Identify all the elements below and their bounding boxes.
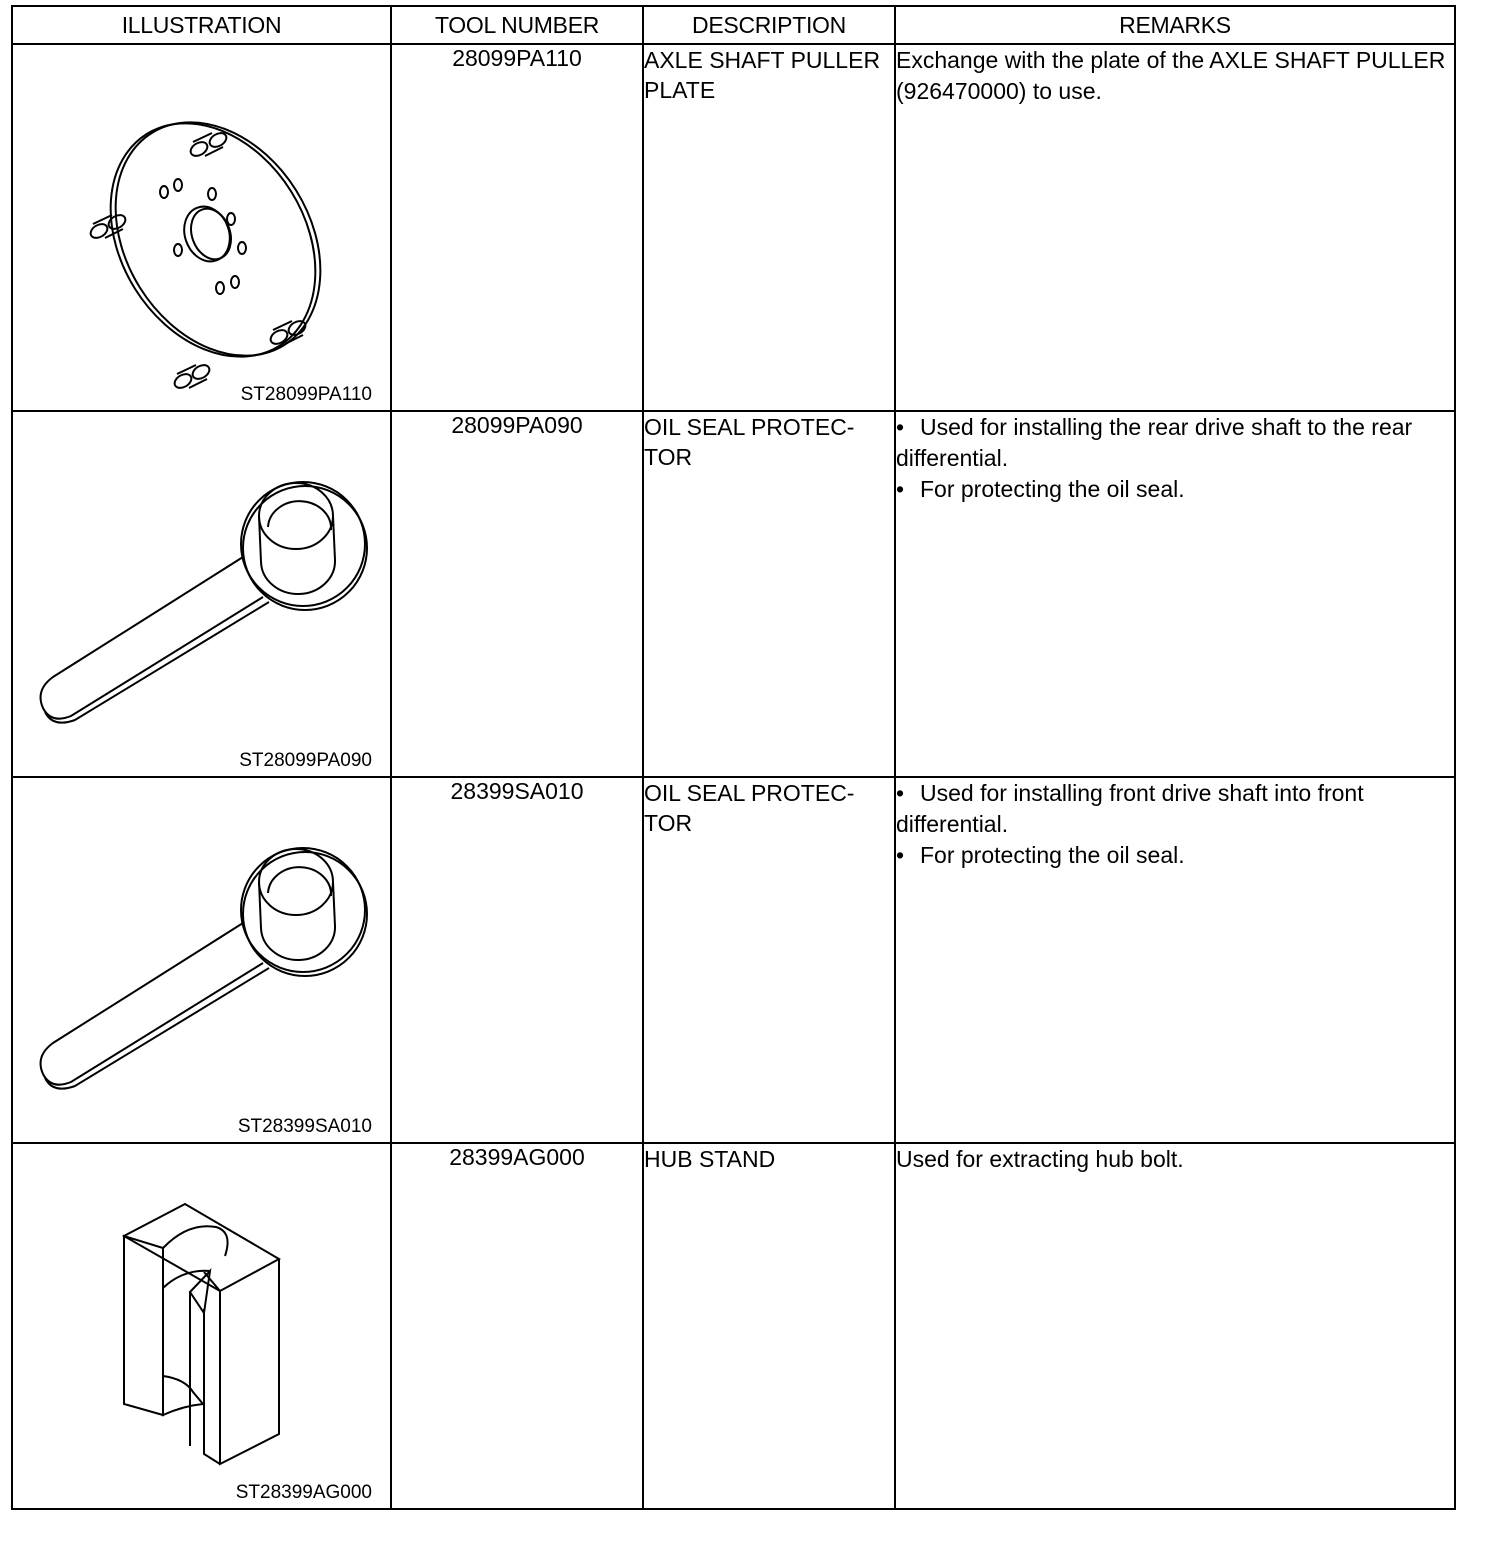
- axle-shaft-puller-plate-drawing-icon: [13, 45, 392, 410]
- tool-number: 28399AG000: [391, 1143, 643, 1509]
- stud-bottom: [172, 362, 212, 390]
- header-row: [12, 6, 1455, 44]
- illustration-cell: [12, 44, 391, 411]
- header-tool-number: TOOL NUMBER: [391, 6, 643, 44]
- stud-top: [188, 130, 229, 158]
- tool-description: OIL SEAL PROTEC- TOR: [643, 411, 895, 777]
- table-row: [12, 44, 1455, 411]
- tool-description: HUB STAND: [643, 1143, 895, 1509]
- remark-item: • Used for installing front drive shaft into front differential.: [896, 780, 1364, 837]
- bullet-icon: •: [896, 414, 905, 440]
- tool-remarks: [895, 411, 1455, 777]
- tool-number: 28099PA090: [391, 411, 643, 777]
- tool-description: AXLE SHAFT PULLER PLATE: [643, 44, 895, 411]
- oil-seal-protector-drawing-icon: [13, 778, 392, 1153]
- bullet-icon: •: [896, 842, 905, 868]
- header-remarks: REMARKS: [895, 6, 1455, 44]
- bullet-icon: •: [896, 780, 905, 806]
- illustration-cell: [12, 411, 391, 777]
- illustration-code: ST28099PA090: [239, 750, 372, 771]
- table-row: [12, 411, 1455, 777]
- remark-item: • For protecting the oil seal.: [896, 474, 1454, 505]
- table-row: [12, 777, 1455, 1143]
- illustration-code: ST28099PA110: [240, 384, 372, 405]
- header-description: DESCRIPTION: [643, 6, 895, 44]
- table-row: [12, 1143, 1455, 1509]
- stud-left: [88, 212, 128, 240]
- bullet-icon: •: [896, 476, 905, 502]
- tool-remarks: [895, 777, 1455, 1143]
- special-tools-table: [11, 5, 1456, 1510]
- tool-description: OIL SEAL PROTEC- TOR: [643, 777, 895, 1143]
- remark-text: Exchange with the plate of the AXLE SHAFT PULLER (926470000) to use.: [896, 47, 1446, 104]
- remark-text: Used for extracting hub bolt.: [896, 1146, 1184, 1172]
- illustration-code: ST28399SA010: [237, 1116, 372, 1137]
- tool-remarks: [895, 44, 1455, 411]
- tool-remarks: [895, 1143, 1455, 1509]
- remark-item: • Used for installing the rear drive shaft to the rear differential.: [896, 414, 1413, 471]
- tool-number: 28099PA110: [391, 44, 643, 411]
- header-illustration: ILLUSTRATION: [12, 6, 391, 44]
- hub-stand-drawing-icon: [13, 1144, 392, 1519]
- remark-item: • For protecting the oil seal.: [896, 840, 1454, 871]
- illustration-code: ST28399AG000: [235, 1482, 372, 1503]
- tool-number: 28399SA010: [391, 777, 643, 1143]
- illustration-cell: [12, 1143, 391, 1509]
- illustration-cell: [12, 777, 391, 1143]
- oil-seal-protector-drawing-icon: [13, 412, 392, 787]
